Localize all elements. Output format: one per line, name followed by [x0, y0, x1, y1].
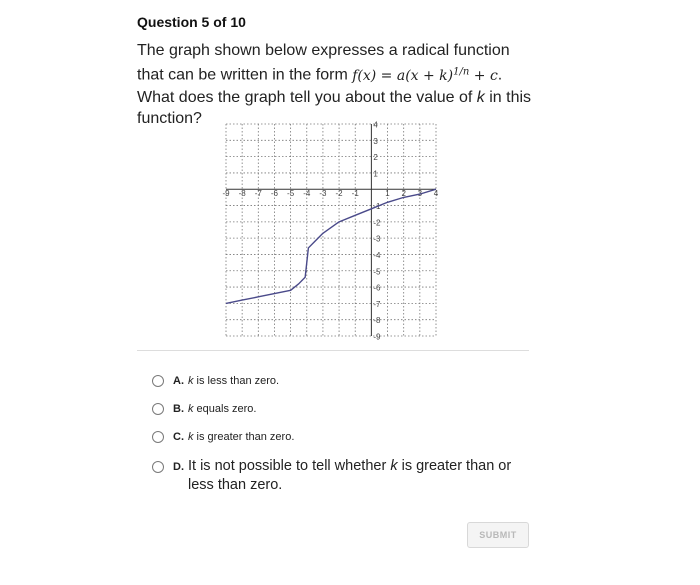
question-text-start: The graph shown below expresses a radical function that can be written in the form [137, 42, 510, 84]
y-tick-label: 4 [373, 120, 378, 130]
option-a[interactable] [152, 374, 542, 387]
x-tick-label: -3 [319, 189, 327, 199]
x-tick-label: -4 [303, 189, 311, 199]
y-tick-label: 2 [373, 153, 378, 163]
option-d-rest: is greater than or less than zero. [188, 458, 512, 493]
option-a-text [188, 375, 279, 387]
y-tick-label: 3 [373, 136, 378, 146]
option-b-text [188, 403, 256, 415]
y-tick-label: -9 [373, 332, 381, 340]
option-d[interactable] [152, 460, 542, 495]
y-tick-label: -7 [373, 299, 381, 309]
option-c-letter: C. [173, 431, 184, 443]
function-curve [226, 189, 436, 303]
option-a-var: k [188, 375, 194, 387]
divider [137, 350, 529, 351]
x-tick-label: -6 [270, 189, 279, 199]
option-d-pre: It is not possible to tell whether [188, 458, 391, 474]
option-c-radio[interactable] [152, 431, 164, 443]
option-d-radio[interactable] [152, 461, 164, 473]
y-tick-label: -2 [373, 218, 381, 228]
option-b-var: k [188, 403, 194, 415]
option-c-text [188, 431, 294, 443]
option-b-rest: equals zero. [193, 403, 257, 415]
option-c[interactable] [152, 430, 542, 443]
option-d-var: k [390, 458, 398, 474]
x-tick-label: 1 [385, 189, 390, 199]
option-b-letter: B. [173, 403, 184, 415]
x-tick-label: 4 [433, 189, 439, 199]
y-tick-label: -8 [373, 316, 381, 326]
option-a-rest: is less than zero. [193, 375, 280, 387]
option-d-letter: D. [173, 461, 184, 473]
option-d-text [188, 457, 528, 495]
question-var-k: k [476, 88, 485, 106]
question-text [137, 40, 537, 129]
x-tick-label: -8 [238, 189, 246, 199]
question-number: Question 5 of 10 [137, 14, 246, 30]
y-tick-label: -3 [373, 234, 381, 244]
x-tick-label: -1 [351, 189, 359, 199]
graph-svg [222, 120, 440, 340]
y-tick-label: -1 [373, 202, 381, 212]
y-tick-label: 1 [373, 169, 378, 179]
y-tick-label: -4 [373, 250, 381, 260]
formula-tail: + c [469, 67, 498, 84]
question-text-mid: . What does the graph tell you about the value of [137, 66, 503, 106]
y-tick-label: -6 [373, 283, 381, 293]
option-a-radio[interactable] [152, 375, 164, 387]
x-tick-label: -5 [287, 189, 295, 199]
option-c-rest: is greater than zero. [193, 431, 295, 443]
radical-function-graph [222, 120, 440, 340]
formula-main: f(x) = a(x + k) [352, 67, 454, 84]
x-tick-label: 2 [401, 189, 406, 199]
x-tick-label: -7 [254, 189, 262, 199]
x-tick-label: 3 [417, 189, 423, 199]
x-tick-label: -2 [335, 189, 343, 199]
option-c-var: k [188, 431, 194, 443]
formula-exponent: 1/n [453, 66, 470, 77]
option-a-letter: A. [173, 375, 184, 387]
question-text-end: in this function? [137, 88, 532, 127]
formula [352, 68, 498, 84]
x-tick-label: -9 [222, 189, 230, 199]
option-b[interactable] [152, 402, 542, 415]
option-b-radio[interactable] [152, 403, 164, 415]
submit-button[interactable]: SUBMIT [467, 522, 529, 548]
y-tick-label: -5 [373, 267, 381, 277]
